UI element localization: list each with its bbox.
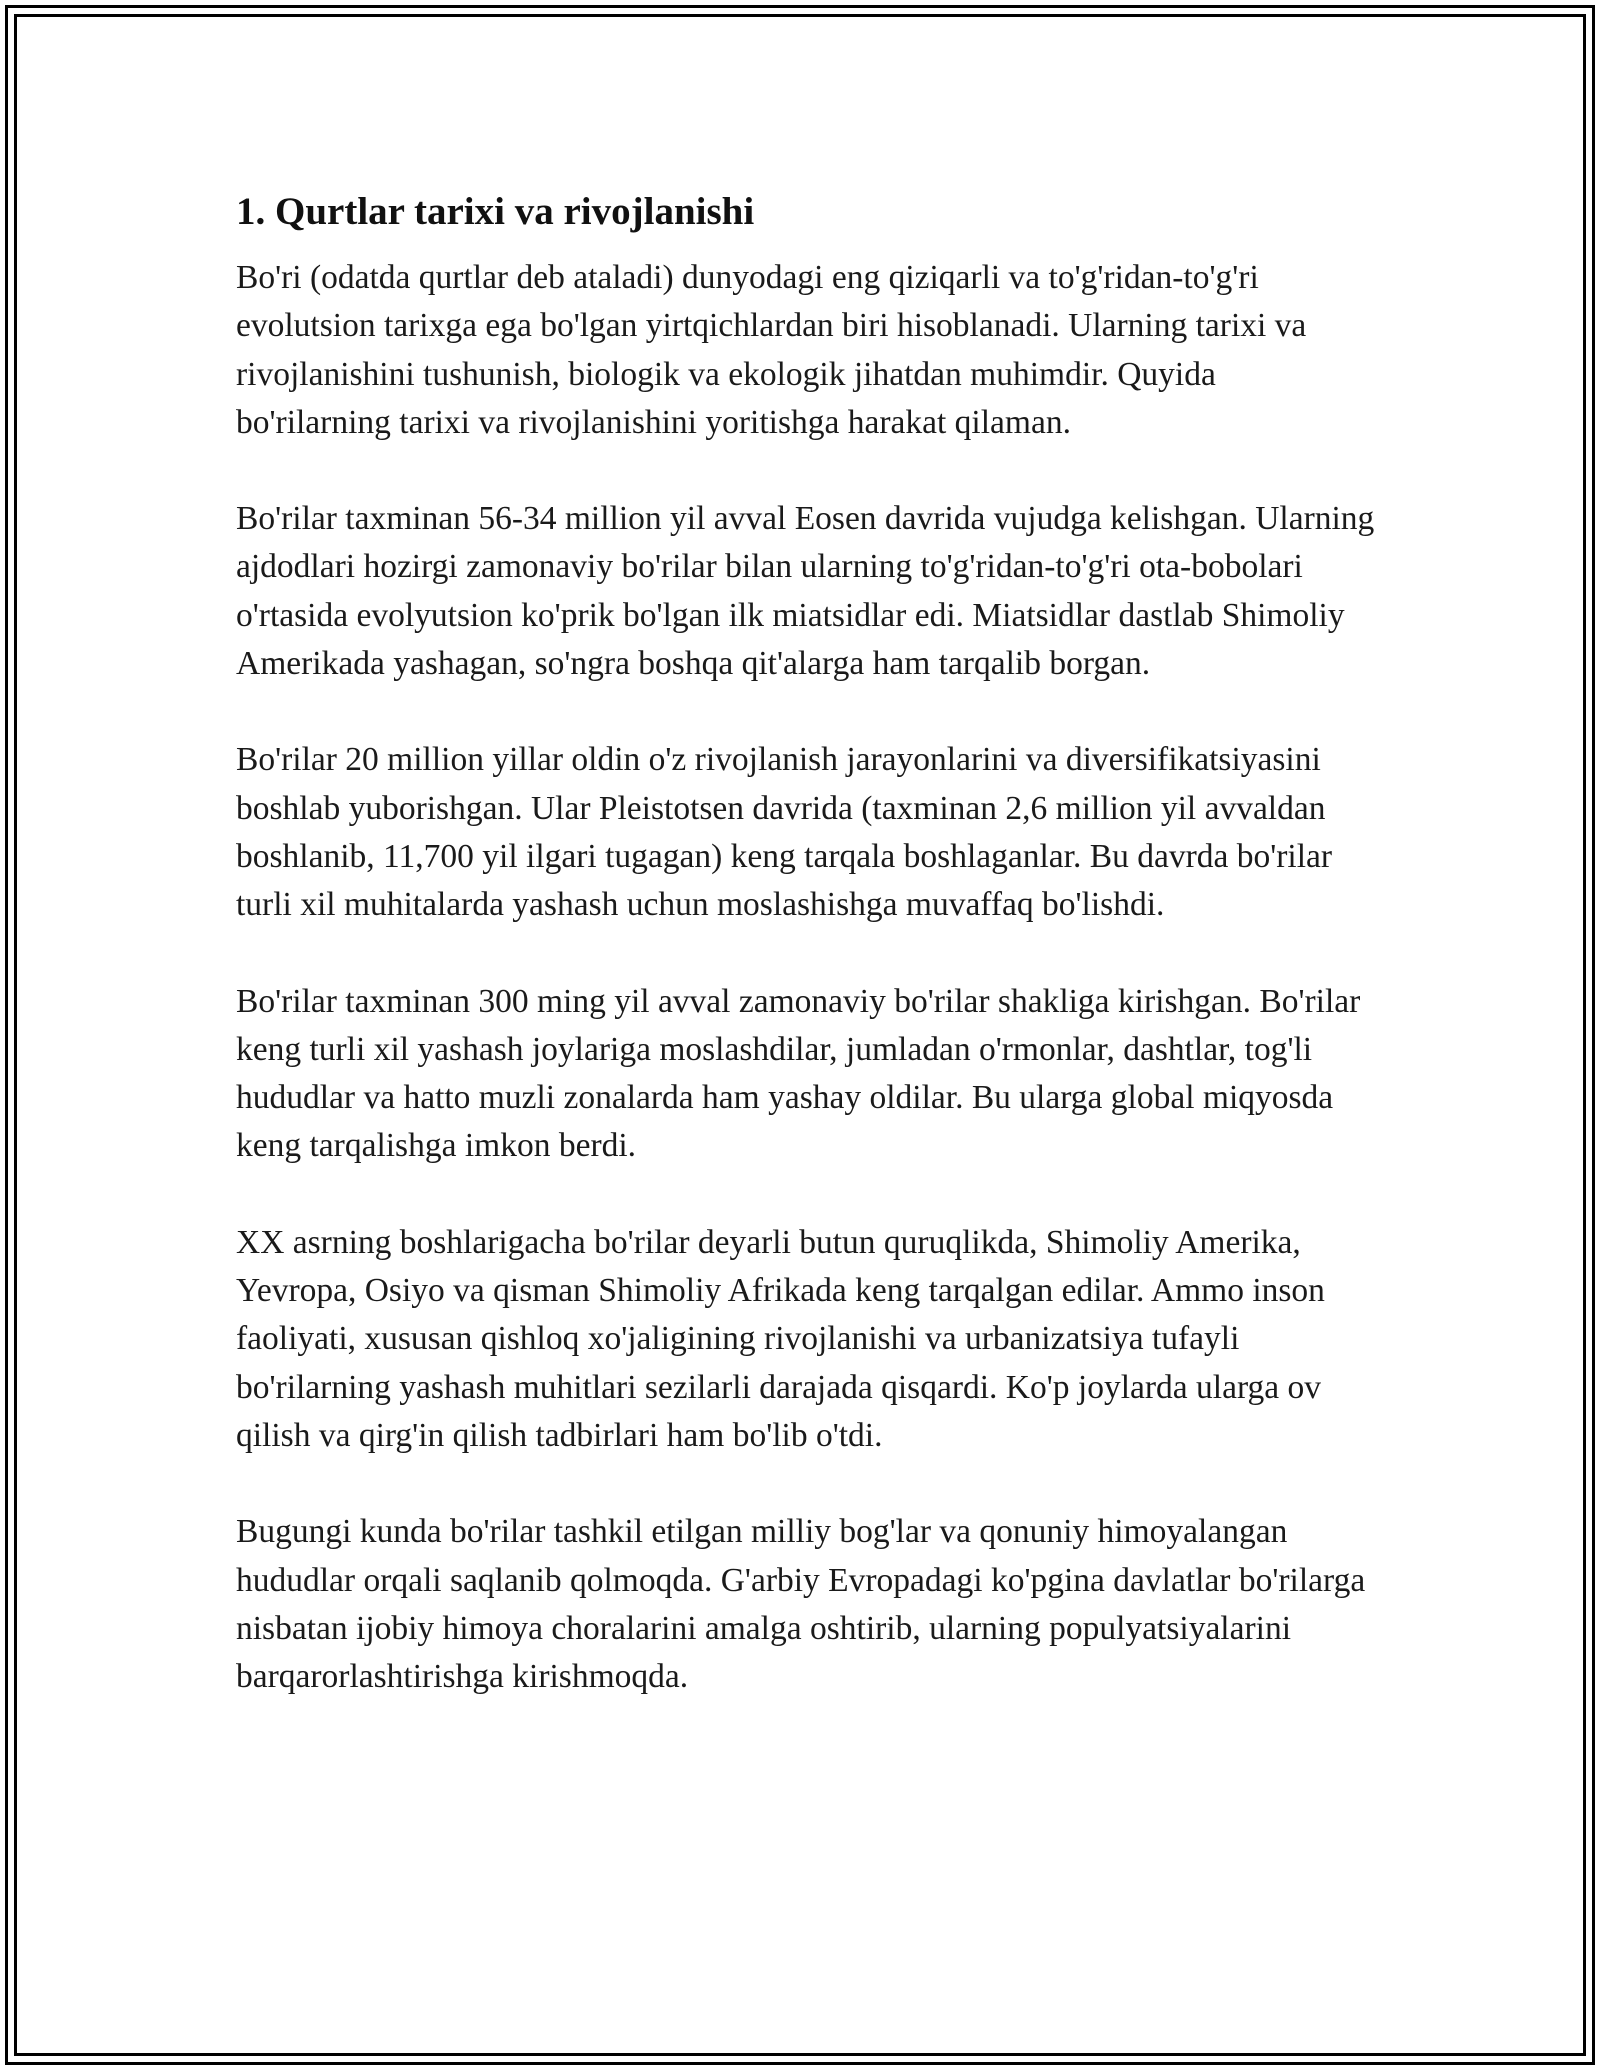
paragraph-intro: Bo'ri (odatda qurtlar deb ataladi) dunyodagi eng qiziqarli va to'g'ridan-to'g'ri evolutsion tarixga ega bo'lgan yirtqichlardan biri hisoblanadi. Ularning tarixi va rivojlanishini tushunish, biologik va ekologik jihatdan muhimdir. Quyida bo'rilarning tarixi va rivojlanishini yoritishga harakat qilaman. xyxy=(236,259,1307,441)
section-heading: 1. Qurtlar tarixi va rivojlanishi xyxy=(236,190,755,233)
document-body xyxy=(236,186,1376,1749)
paragraph-modern-form: Bo'rilar taxminan 300 ming yil avval zamonaviy bo'rilar shakliga kirishgan. Bo'rilar keng turli xil yashash joylariga moslashdilar, jumladan o'rmonlar, dashtlar, tog'li hududlar va hatto muzli zonalarda ham yashay oldilar. Bu ularga global miqyosda keng tarqalishga imkon berdi. xyxy=(236,982,1361,1165)
paragraph-pleistocene-diversification: Bo'rilar 20 million yillar oldin o'z rivojlanish jarayonlarini va diversifikatsiyasini boshlab yuborishgan. Ular Pleistotsen davrida (taxminan 2,6 million yil avvaldan boshlanib, 11,700 yil ilgari tugagan) keng tarqala boshlaganlar. Bu davrda bo'rilar turli xil muhitalarda yashash uchun moslashishga muvaffaq bo'lishdi. xyxy=(236,741,1333,924)
paragraph-eocene-origins: Bo'rilar taxminan 56-34 million yil avval Eosen davrida vujudga kelishgan. Ularning ajdodlari hozirgi zamonaviy bo'rilar bilan ularning to'g'ridan-to'g'ri ota-bobolari o'rtasida evolyutsion ko'prik bo'lgan ilk miatsidlar edi. Miatsidlar dastlab Shimoliy Amerikada yashagan, so'ngra boshqa qit'alarga ham tarqalib borgan. xyxy=(236,500,1375,683)
paragraph-present-conservation: Bugungi kunda bo'rilar tashkil etilgan milliy bog'lar va qonuniy himoyalangan hududlar orqali saqlanib qolmoqda. G'arbiy Evropadagi ko'pgina davlatlar bo'rilarga nisbatan ijobiy himoya choralarini amalga oshtirib, ularning populyatsiyalarini barqarorlashtirishga kirishmoqda. xyxy=(236,1513,1366,1696)
paragraph-twentieth-century-decline: XX asrning boshlarigacha bo'rilar deyarli butun quruqlikda, Shimoliy Amerika, Yevropa, Osiyo va qisman Shimoliy Afrikada keng tarqalgan edilar. Ammo inson faoliyati, xususan qishloq xo'jaligining rivojlanishi va urbanizatsiya tufayli bo'rilarning yashash muhitlari sezilarli darajada qisqardi. Ko'p joylarda ularga ov qilish va qirg'in qilish tadbirlari ham bo'lib o'tdi. xyxy=(236,1223,1325,1454)
